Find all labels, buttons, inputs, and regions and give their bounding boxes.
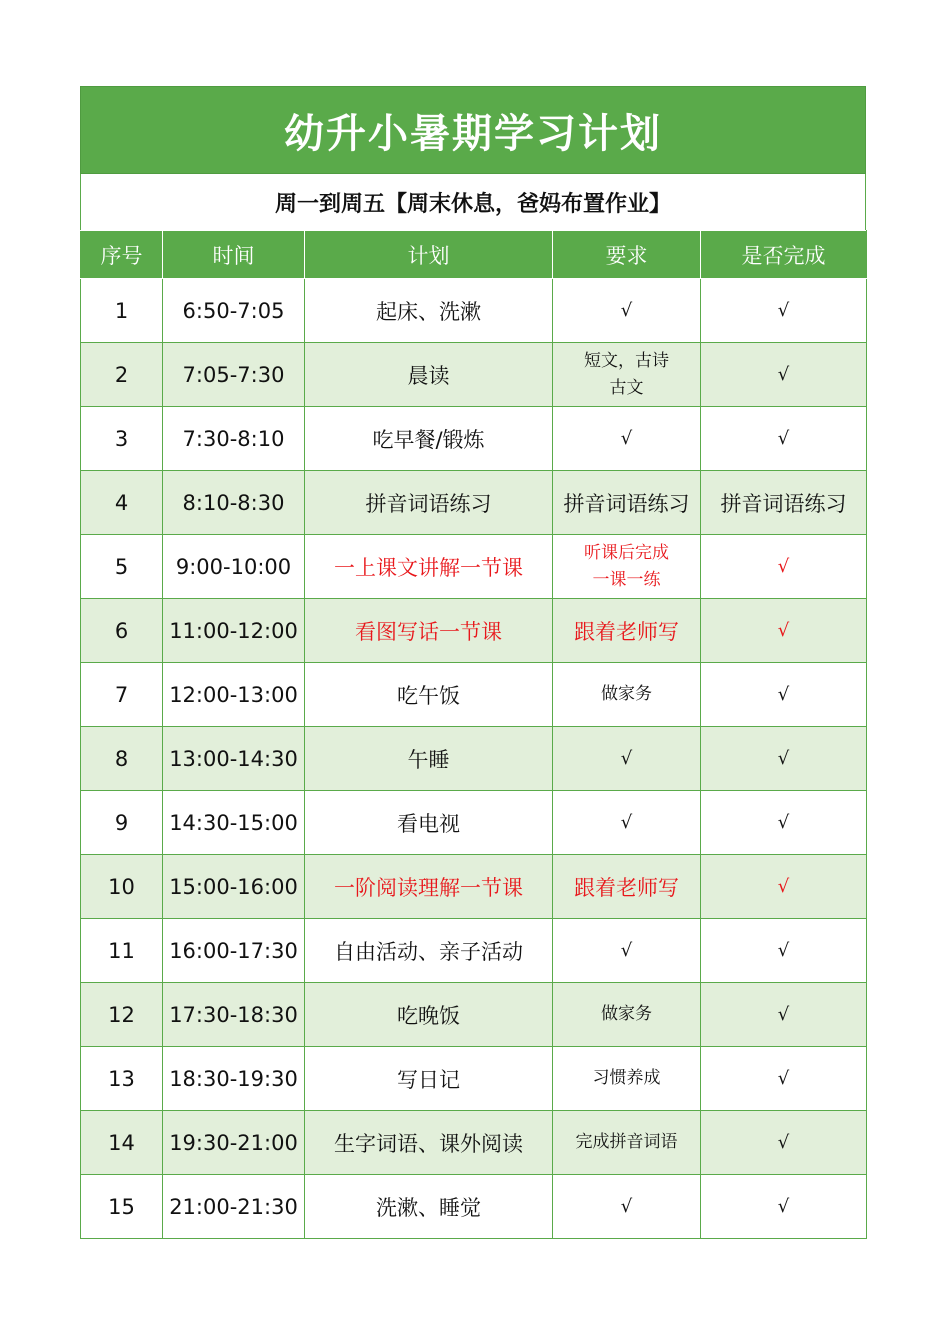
cell-requirement: 习惯养成	[553, 1047, 701, 1111]
table-row	[81, 1047, 867, 1111]
study-plan-sheet	[80, 86, 866, 1239]
cell-completed: √	[701, 1111, 867, 1175]
column-header-completed: 是否完成	[701, 231, 867, 279]
cell-plan: 起床、洗漱	[305, 279, 553, 343]
cell-plan: 拼音词语练习	[305, 471, 553, 535]
cell-completed: √	[701, 919, 867, 983]
cell-requirement: 做家务	[553, 663, 701, 727]
cell-requirement: 跟着老师写	[553, 599, 701, 663]
table-row	[81, 535, 867, 599]
table-row	[81, 343, 867, 407]
column-header-time: 时间	[163, 231, 305, 279]
cell-time: 8:10-8:30	[163, 471, 305, 535]
cell-number: 4	[81, 471, 163, 535]
cell-completed: √	[701, 727, 867, 791]
table-header-row	[81, 231, 867, 279]
cell-completed: √	[701, 1175, 867, 1239]
cell-time: 21:00-21:30	[163, 1175, 305, 1239]
cell-number: 15	[81, 1175, 163, 1239]
cell-number: 12	[81, 983, 163, 1047]
table-row	[81, 407, 867, 471]
table-row	[81, 983, 867, 1047]
cell-time: 9:00-10:00	[163, 535, 305, 599]
cell-plan: 生字词语、课外阅读	[305, 1111, 553, 1175]
cell-completed: √	[701, 599, 867, 663]
cell-completed: √	[701, 279, 867, 343]
cell-time: 14:30-15:00	[163, 791, 305, 855]
schedule-table	[80, 230, 867, 1239]
cell-plan: 写日记	[305, 1047, 553, 1111]
cell-requirement: √	[553, 279, 701, 343]
cell-plan: 晨读	[305, 343, 553, 407]
cell-completed: √	[701, 535, 867, 599]
cell-requirement: √	[553, 407, 701, 471]
cell-plan: 吃晚饭	[305, 983, 553, 1047]
table-row	[81, 1175, 867, 1239]
cell-plan: 吃午饭	[305, 663, 553, 727]
cell-requirement: 做家务	[553, 983, 701, 1047]
cell-number: 2	[81, 343, 163, 407]
page-subtitle: 周一到周五【周末休息，爸妈布置作业】	[274, 191, 671, 217]
cell-requirement: √	[553, 1175, 701, 1239]
cell-number: 8	[81, 727, 163, 791]
cell-completed: √	[701, 983, 867, 1047]
cell-plan: 一上课文讲解一节课	[305, 535, 553, 599]
cell-number: 11	[81, 919, 163, 983]
cell-requirement: √	[553, 791, 701, 855]
cell-number: 5	[81, 535, 163, 599]
cell-completed: √	[701, 343, 867, 407]
cell-plan: 看图写话一节课	[305, 599, 553, 663]
cell-number: 7	[81, 663, 163, 727]
cell-time: 19:30-21:00	[163, 1111, 305, 1175]
column-header-requirement: 要求	[553, 231, 701, 279]
column-header-plan: 计划	[305, 231, 553, 279]
cell-number: 3	[81, 407, 163, 471]
cell-plan: 看电视	[305, 791, 553, 855]
table-row	[81, 727, 867, 791]
cell-plan: 一阶阅读理解一节课	[305, 855, 553, 919]
table-row	[81, 599, 867, 663]
cell-requirement: 跟着老师写	[553, 855, 701, 919]
cell-time: 16:00-17:30	[163, 919, 305, 983]
table-row	[81, 791, 867, 855]
cell-time: 7:30-8:10	[163, 407, 305, 471]
cell-plan: 午睡	[305, 727, 553, 791]
cell-time: 11:00-12:00	[163, 599, 305, 663]
cell-plan: 自由活动、亲子活动	[305, 919, 553, 983]
cell-number: 10	[81, 855, 163, 919]
cell-requirement: √	[553, 919, 701, 983]
cell-requirement: √	[553, 727, 701, 791]
title-band	[80, 86, 866, 174]
cell-time: 6:50-7:05	[163, 279, 305, 343]
cell-time: 18:30-19:30	[163, 1047, 305, 1111]
cell-completed: 拼音词语练习	[701, 471, 867, 535]
subtitle-band	[80, 174, 866, 230]
cell-completed: √	[701, 855, 867, 919]
cell-number: 9	[81, 791, 163, 855]
table-row	[81, 855, 867, 919]
cell-requirement: 短文，古诗 古文	[553, 343, 701, 407]
cell-time: 13:00-14:30	[163, 727, 305, 791]
cell-number: 14	[81, 1111, 163, 1175]
cell-time: 12:00-13:00	[163, 663, 305, 727]
cell-plan: 吃早餐/锻炼	[305, 407, 553, 471]
cell-time: 7:05-7:30	[163, 343, 305, 407]
cell-completed: √	[701, 1047, 867, 1111]
cell-requirement: 拼音词语练习	[553, 471, 701, 535]
cell-number: 1	[81, 279, 163, 343]
cell-completed: √	[701, 791, 867, 855]
table-row	[81, 919, 867, 983]
cell-number: 13	[81, 1047, 163, 1111]
cell-plan: 洗漱、睡觉	[305, 1175, 553, 1239]
cell-completed: √	[701, 407, 867, 471]
page-title: 幼升小暑期学习计划	[284, 110, 662, 157]
table-row	[81, 663, 867, 727]
cell-requirement: 听课后完成 一课一练	[553, 535, 701, 599]
cell-completed: √	[701, 663, 867, 727]
table-body	[81, 279, 867, 1239]
cell-number: 6	[81, 599, 163, 663]
cell-requirement: 完成拼音词语	[553, 1111, 701, 1175]
cell-time: 17:30-18:30	[163, 983, 305, 1047]
table-row	[81, 471, 867, 535]
table-row	[81, 279, 867, 343]
cell-time: 15:00-16:00	[163, 855, 305, 919]
table-row	[81, 1111, 867, 1175]
column-header-number: 序号	[81, 231, 163, 279]
